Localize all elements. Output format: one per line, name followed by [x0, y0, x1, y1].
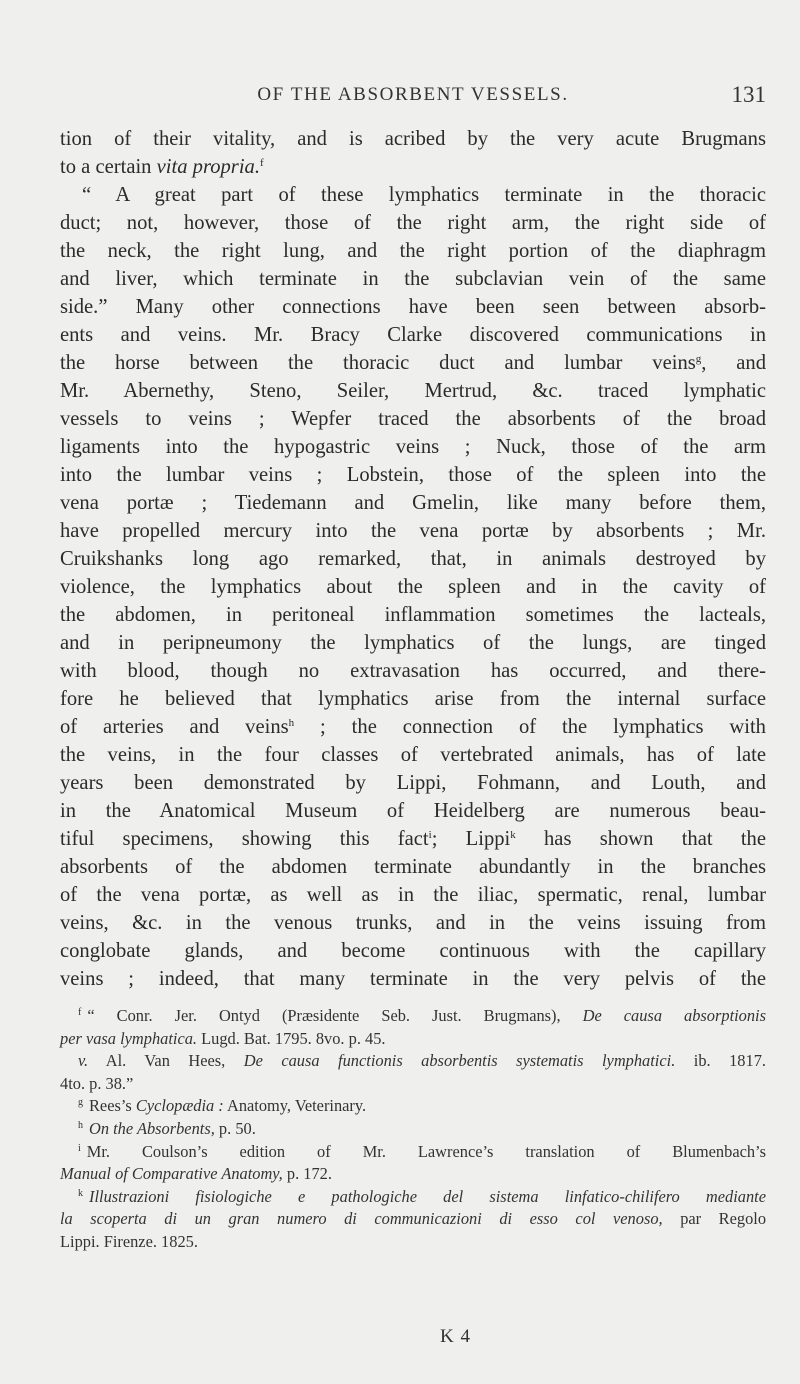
body-text [60, 125, 766, 993]
text-line: “ A great part of these lymphatics terminate in the thoracic [82, 184, 766, 206]
text-line: with blood, though no extravasation has occurred, and there- [60, 660, 766, 682]
signature-mark: K 4 [440, 1326, 471, 1347]
footnote-mark: g [78, 1097, 83, 1109]
footnote-f-cont: 4to. p. 38.” [60, 1073, 134, 1093]
text-line: vessels to veins ; Wepfer traced the absorbents of the broad [60, 408, 766, 430]
text-line: absorbents of the abdomen terminate abundantly in the branches [60, 856, 766, 878]
text-line: the neck, the right lung, and the right portion of the diaphragm [60, 240, 766, 262]
text-line: vena portæ ; Tiedemann and Gmelin, like many before them, [60, 492, 766, 514]
text-line: Mr. Abernethy, Steno, Seiler, Mertrud, &c. traced lymphatic [60, 380, 766, 402]
text-line: of arteries and veins$^h$ ; the connection of the lymphatics with [60, 716, 766, 738]
text-line: duct; not, however, those of the right arm, the right side of [60, 212, 766, 234]
text-line: of the vena portæ, as well as in the iliac, spermatic, renal, lumbar [60, 884, 766, 906]
footnote-i-cont: Manual of Comparative Anatomy, p. 172. [60, 1164, 332, 1184]
text-line: into the lumbar veins ; Lobstein, those of the spleen into the [60, 464, 766, 486]
footnote-mark: k [78, 1187, 83, 1199]
text-line: ents and veins. Mr. Bracy Clarke discovered communications in [60, 324, 766, 346]
footnote-ref-i: i [428, 829, 432, 841]
text-line: and in peripneumony the lymphatics of the lungs, are tinged [60, 632, 766, 654]
text-line: veins, &c. in the venous trunks, and in the veins issuing from [60, 912, 766, 934]
text-line: veins ; indeed, that many terminate in the very pelvis of the [60, 968, 766, 990]
footnote-g: $^g$ Rees’s Cyclopædia : Anatomy, Veterinary. [78, 1096, 367, 1116]
text-line: tion of their vitality, and is acribed by the very acute Brugmans [60, 128, 766, 150]
text-line: have propelled mercury into the vena portæ by absorbents ; Mr. [60, 520, 766, 542]
text-line: years been demonstrated by Lippi, Fohmann, and Louth, and [60, 772, 766, 794]
footnote-ref-f: f [260, 157, 264, 169]
footnote-mark: i [78, 1142, 81, 1154]
text-line: to a certain vita propria.$^f$ [60, 156, 264, 178]
footnote-f: $^f$ “ Conr. Jer. Ontyd (Præsidente Seb. Just. Brugmans), De causa absorptionis [78, 1006, 766, 1025]
text-line: ligaments into the hypogastric veins ; Nuck, those of the arm [60, 436, 766, 458]
footnote-ref-h: h [288, 717, 295, 729]
text-line: violence, the lymphatics about the spleen and in the cavity of [60, 576, 766, 598]
footnote-ref-g: g [695, 353, 702, 365]
text-line: fore he believed that lymphatics arise from the internal surface [60, 688, 766, 710]
text-line: the veins, in the four classes of vertebrated animals, has of late [60, 744, 766, 766]
running-head [60, 82, 766, 112]
footnote-i: $^i$ Mr. Coulson’s edition of Mr. Lawrence’s translation of Blumenbach’s [78, 1141, 766, 1161]
text-line: and liver, which terminate in the subclavian vein of the same [60, 268, 766, 290]
page-number: 131 [731, 82, 766, 107]
footnote-mark: f [78, 1007, 82, 1018]
text-line: in the Anatomical Museum of Heidelberg are numerous beau- [60, 800, 766, 822]
footnotes [60, 1005, 766, 1254]
text-line: side.” Many other connections have been seen between absorb- [60, 296, 766, 318]
footnote-mark: h [78, 1119, 83, 1131]
text-line: Cruikshanks long ago remarked, that, in animals destroyed by [60, 548, 766, 570]
running-title: OF THE ABSORBENT VESSELS. [257, 84, 569, 105]
text-line: tiful specimens, showing this fact$^i$; Lippi$^k$ has shown that the [60, 828, 766, 850]
footnote-ref-k: k [510, 829, 516, 841]
text-line: the abdomen, in peritoneal inflammation sometimes the lacteals, [60, 604, 766, 626]
footnote-f-cont: per vasa lymphatica. Lugd. Bat. 1795. 8vo. p. 45. [60, 1028, 386, 1048]
text-line: the horse between the thoracic duct and lumbar veins$^g$, and [60, 352, 767, 374]
footnote-k-cont: la scoperta di un gran numero di communicazioni di esso col venoso, par Regolo [60, 1209, 767, 1229]
footnote-h: $^h$ On the Absorbents, p. 50. [78, 1118, 256, 1138]
text-line: conglobate glands, and become continuous with the capillary [60, 940, 766, 962]
footnote-f-cont: v. Al. Van Hees, De causa functionis absorbentis systematis lymphatici. ib. 1817. [78, 1051, 766, 1071]
footnote-k: $^k$ Illustrazioni fisiologiche e pathologiche del sistema linfatico-chilifero mediante [78, 1186, 766, 1206]
footnote-k-cont: Lippi. Firenze. 1825. [60, 1231, 198, 1251]
